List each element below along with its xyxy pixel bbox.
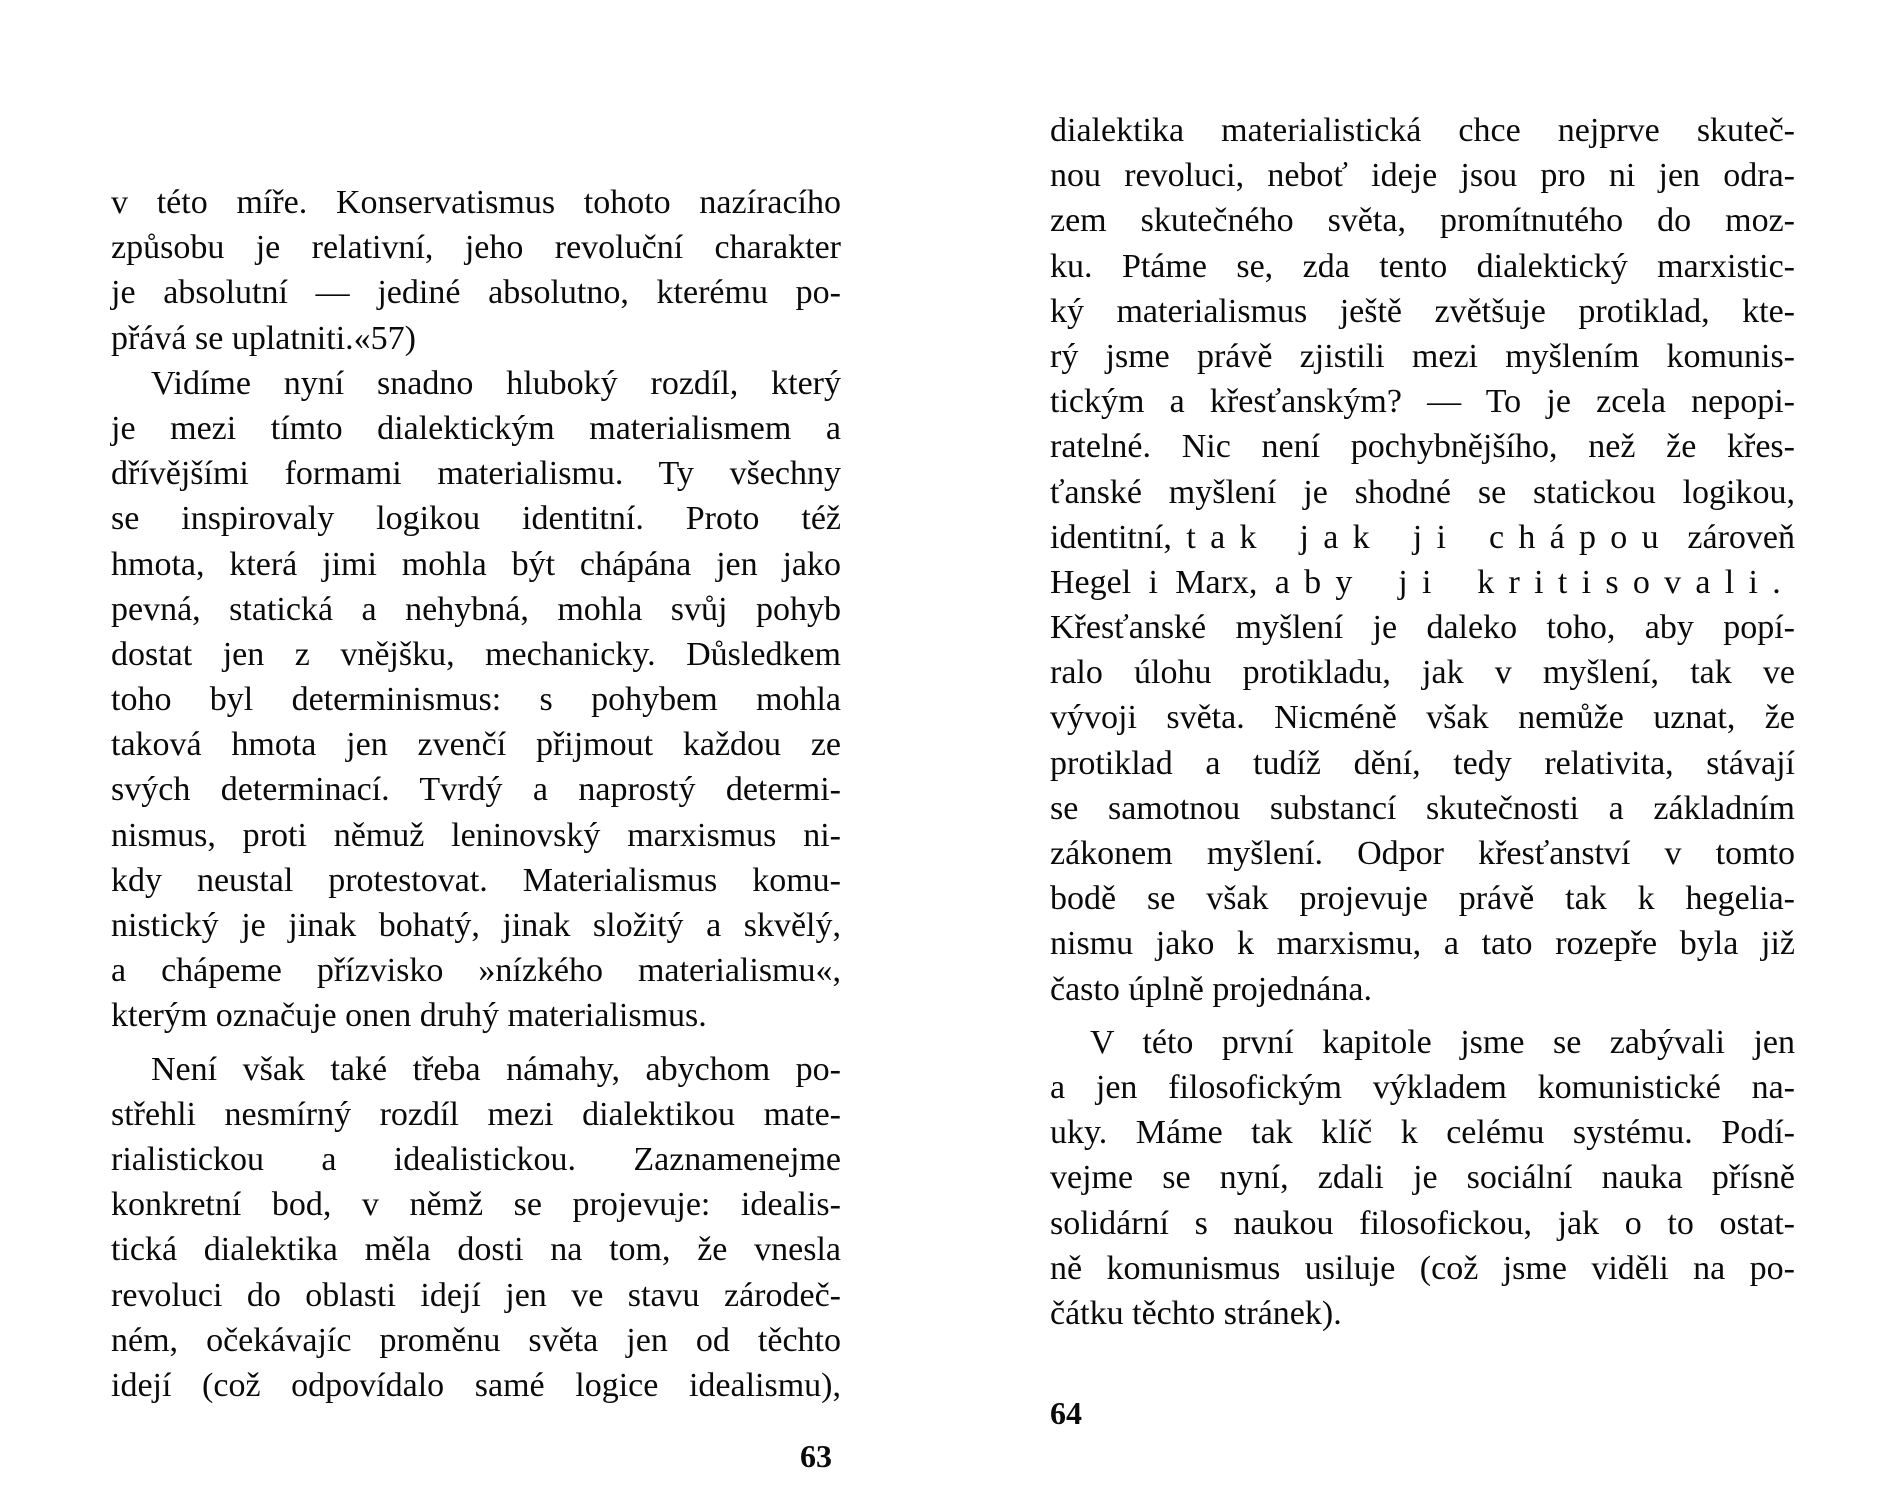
text-line: ký materialismus ještě zvětšuje protiklad, kte- bbox=[1050, 292, 1795, 330]
text-line: způsobu je relativní, jeho revoluční charakter bbox=[111, 229, 841, 267]
text-line: bodě se však projevuje právě tak k hegelia- bbox=[1050, 880, 1795, 918]
text-line: kdy neustal protestovat. Materialismus komu- bbox=[111, 861, 841, 899]
text-line: kterým označuje onen druhý materialismus. bbox=[111, 997, 707, 1035]
text-line bbox=[1050, 560, 1795, 605]
text-line: uky. Máme tak klíč k celému systému. Podí- bbox=[1050, 1114, 1795, 1152]
text-line: čátku těchto stránek). bbox=[1050, 1294, 1342, 1332]
text-line: ně komunismus usiluje (což jsme viděli na po- bbox=[1050, 1249, 1795, 1287]
text-line: konkretní bod, v němž se projevuje: idealis- bbox=[111, 1186, 841, 1224]
text-line: ratelné. Nic není pochybnějšího, než že křes- bbox=[1050, 428, 1795, 466]
text-line: zákonem myšlení. Odpor křesťanství v tomto bbox=[1050, 835, 1795, 872]
text-run: zároveň bbox=[1672, 518, 1795, 556]
emphasized-spaced-text: aby ji kritisovali. bbox=[1274, 563, 1795, 601]
text-line: solidární s naukou filosofickou, jak o to ostat- bbox=[1050, 1204, 1795, 1242]
text-line: tická dialektika měla dosti na tom, že vnesla bbox=[111, 1231, 841, 1269]
text-line: přává se uplatniti.«57) bbox=[111, 319, 416, 357]
text-line: ku. Ptáme se, zda tento dialektický marxistic- bbox=[1050, 247, 1795, 285]
page-number-right: 64 bbox=[1050, 1395, 1082, 1431]
text-line: ralo úlohu protikladu, jak v myšlení, tak ve bbox=[1050, 654, 1795, 692]
text-line: se samotnou substancí skutečnosti a základním bbox=[1050, 789, 1795, 827]
page-number-left: 63 bbox=[800, 1438, 832, 1474]
text-line: hmota, která jimi mohla být chápána jen jako bbox=[111, 545, 841, 583]
text-line: nou revoluci, neboť ideje jsou pro ni jen odra- bbox=[1050, 157, 1795, 195]
text-line: protiklad a tudíž dění, tedy relativita, stávají bbox=[1050, 744, 1795, 782]
text-line: střehli nesmírný rozdíl mezi dialektikou mate- bbox=[111, 1095, 841, 1133]
text-line: nistický je jinak bohatý, jinak složitý a skvělý, bbox=[111, 907, 841, 944]
text-line: je absolutní — jediné absolutno, kterému po- bbox=[111, 274, 841, 312]
text-line: v této míře. Konservatismus tohoto nazíracího bbox=[111, 184, 841, 221]
text-line: ťanské myšlení je shodné se statickou logikou, bbox=[1050, 473, 1795, 511]
text-line: rý jsme právě zjistili mezi myšlením komunis- bbox=[1050, 337, 1795, 375]
text-line: ném, očekávajíc proměnu světa jen od těchto bbox=[111, 1321, 841, 1359]
text-run: identitní, bbox=[1050, 518, 1187, 556]
right-page-text bbox=[1050, 108, 1795, 1336]
left-page-text bbox=[111, 180, 841, 1408]
text-line: idejí (což odpovídalo samé logice idealismu), bbox=[111, 1366, 841, 1404]
text-line: pevná, statická a nehybná, mohla svůj pohyb bbox=[111, 590, 841, 628]
text-line bbox=[1050, 515, 1795, 560]
text-line: V této první kapitole jsme se zabývali jen bbox=[1090, 1023, 1795, 1061]
text-line: toho byl determinismus: s pohybem mohla bbox=[111, 681, 841, 719]
text-line: Není však také třeba námahy, abychom po- bbox=[151, 1050, 841, 1088]
text-line: je mezi tímto dialektickým materialismem a bbox=[111, 409, 841, 447]
text-line: rialistickou a idealistickou. Zaznamenejme bbox=[111, 1140, 841, 1178]
text-line: nismus, proti němuž leninovský marxismus ni- bbox=[111, 816, 841, 854]
text-line: často úplně projednána. bbox=[1050, 970, 1372, 1008]
text-line: dialektika materialistická chce nejprve skuteč- bbox=[1050, 112, 1795, 149]
text-line: Křesťanské myšlení je daleko toho, aby popí- bbox=[1050, 609, 1795, 647]
text-line: svých determinací. Tvrdý a naprostý determi- bbox=[111, 771, 841, 809]
text-line: zem skutečného světa, promítnutého do moz- bbox=[1050, 202, 1795, 240]
text-line: revoluci do oblasti idejí jen ve stavu zárodeč- bbox=[111, 1276, 841, 1314]
text-run: Hegel i Marx, bbox=[1050, 563, 1275, 601]
text-line: nismu jako k marxismu, a tato rozepře byla již bbox=[1050, 925, 1795, 963]
text-line: a chápeme přízvisko »nízkého materialismu«, bbox=[111, 952, 841, 990]
text-line: taková hmota jen zvenčí přijmout každou ze bbox=[111, 726, 841, 764]
text-line: vejme se nyní, zdali je sociální nauka přísně bbox=[1050, 1159, 1795, 1197]
text-line: a jen filosofickým výkladem komunistické na- bbox=[1050, 1068, 1795, 1106]
emphasized-spaced-text: tak jak ji chápou bbox=[1186, 518, 1673, 556]
text-line: Vidíme nyní snadno hluboký rozdíl, který bbox=[151, 364, 841, 402]
text-line: dostat jen z vnějšku, mechanicky. Důsledkem bbox=[111, 635, 841, 673]
text-line: se inspirovaly logikou identitní. Proto též bbox=[111, 500, 841, 538]
text-line: dřívějšími formami materialismu. Ty všechny bbox=[111, 455, 841, 493]
text-line: tickým a křesťanským? — To je zcela nepopi- bbox=[1050, 383, 1795, 421]
text-line: vývoji světa. Nicméně však nemůže uznat, že bbox=[1050, 699, 1795, 737]
